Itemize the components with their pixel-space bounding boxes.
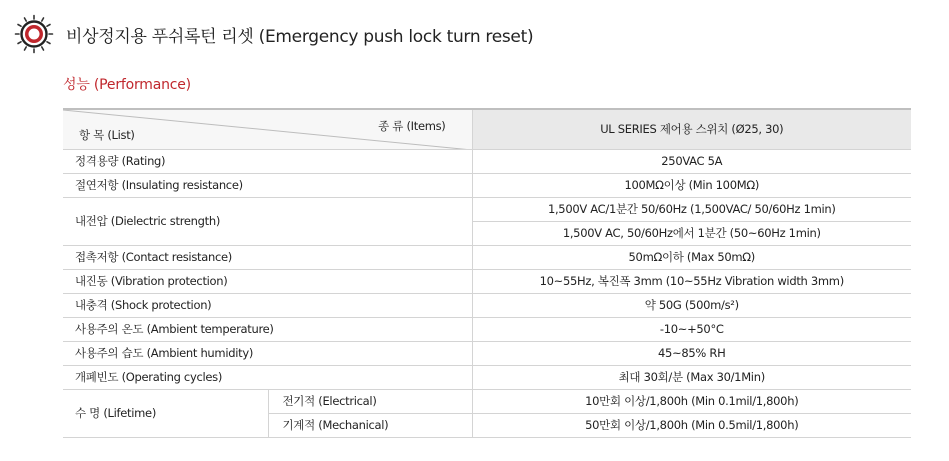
header-items-label: 종 류 (Items) [378, 119, 446, 133]
row-value: 50만회 이상/1,800h (Min 0.5mil/1,800h) [472, 413, 911, 437]
table-row [63, 317, 911, 341]
dial-knob-icon [14, 14, 54, 54]
table-row [63, 365, 911, 389]
row-value: 250VAC 5A [472, 149, 911, 173]
row-label: 내전압 (Dielectric strength) [63, 197, 472, 245]
table-row [63, 245, 911, 269]
row-value: 1,500V AC/1분간 50/60Hz (1,500VAC/ 50/60Hz 1min) [472, 197, 911, 221]
row-label: 내진동 (Vibration protection) [63, 269, 472, 293]
header-diagonal-cell [63, 109, 472, 149]
header-series-label: UL SERIES 제어용 스위치 (Ø25, 30) [472, 109, 911, 149]
performance-table [63, 108, 911, 438]
row-value: 10~55Hz, 복진폭 3mm (10~55Hz Vibration width 3mm) [472, 269, 911, 293]
table-header-row [63, 109, 911, 149]
row-label: 접촉저항 (Contact resistance) [63, 245, 472, 269]
row-label: 사용주의 온도 (Ambient temperature) [63, 317, 472, 341]
row-value: 약 50G (500m/s²) [472, 293, 911, 317]
row-value: 50mΩ이하 (Max 50mΩ) [472, 245, 911, 269]
table-row [63, 341, 911, 365]
page-title: 비상정지용 푸쉬록턴 리셋 (Emergency push lock turn reset) [66, 26, 534, 47]
row-label: 사용주의 습도 (Ambient humidity) [63, 341, 472, 365]
row-sublabel: 기계적 (Mechanical) [268, 413, 472, 437]
row-value: 10만회 이상/1,800h (Min 0.1mil/1,800h) [472, 389, 911, 413]
table-row [63, 149, 911, 173]
page-header [14, 14, 533, 54]
header-list-label: 항 목 (List) [79, 127, 135, 142]
table-row [63, 293, 911, 317]
row-value: 100MΩ이상 (Min 100MΩ) [472, 173, 911, 197]
table-row [63, 269, 911, 293]
section-title: 성능 (Performance) [63, 77, 191, 93]
row-value: -10~+50°C [472, 317, 911, 341]
row-label: 수 명 (Lifetime) [63, 389, 268, 437]
table-row [63, 389, 911, 413]
row-value: 최대 30회/분 (Max 30/1Min) [472, 365, 911, 389]
row-label: 정격용량 (Rating) [63, 149, 472, 173]
row-sublabel: 전기적 (Electrical) [268, 389, 472, 413]
table-row [63, 197, 911, 221]
row-label: 내충격 (Shock protection) [63, 293, 472, 317]
table-row [63, 173, 911, 197]
row-label: 개폐빈도 (Operating cycles) [63, 365, 472, 389]
row-value: 1,500V AC, 50/60Hz에서 1분간 (50~60Hz 1min) [472, 221, 911, 245]
row-value: 45~85% RH [472, 341, 911, 365]
row-label: 절연저항 (Insulating resistance) [63, 173, 472, 197]
